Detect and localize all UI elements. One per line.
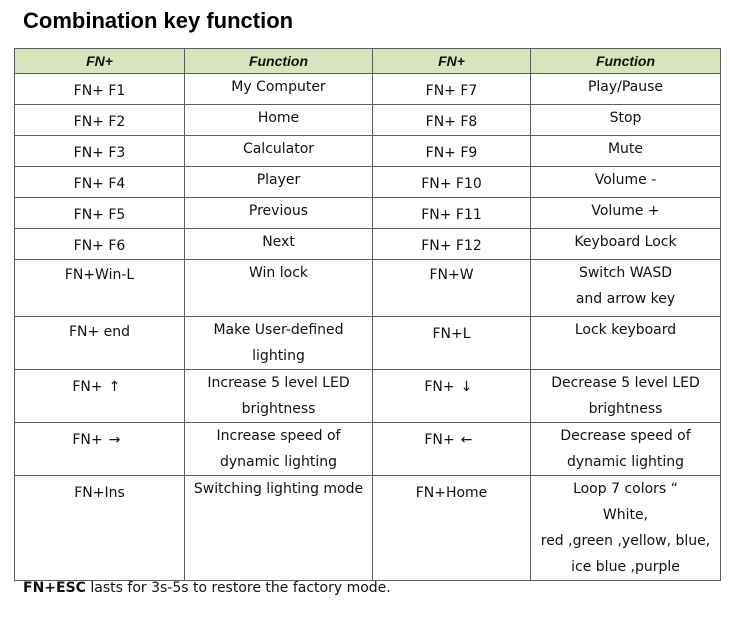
key-label: FN+ (424, 432, 455, 448)
table-row (15, 476, 721, 581)
key-cell: FN+ F9 (373, 136, 531, 167)
function-line: ice blue ,purple (571, 559, 680, 575)
table-row (15, 229, 721, 260)
function-line: Decrease 5 level LED (551, 375, 700, 391)
function-cell: Mute (531, 136, 721, 167)
header-function-left: Function (185, 49, 373, 74)
page-title: Combination key function (23, 8, 294, 33)
table-row (15, 260, 721, 317)
key-cell: FN+ F7 (373, 74, 531, 105)
key-label: FN+ (424, 379, 455, 395)
key-cell: FN+W (373, 260, 531, 317)
function-cell: Volume + (531, 198, 721, 229)
table-header-row (15, 49, 721, 74)
key-cell: FN+ F4 (15, 167, 185, 198)
function-cell: Lock keyboard (531, 317, 721, 370)
key-cell: FN+L (373, 317, 531, 370)
function-cell: Next (185, 229, 373, 260)
function-line: lighting (252, 348, 305, 364)
function-cell: My Computer (185, 74, 373, 105)
key-cell (373, 423, 531, 476)
function-cell: Player (185, 167, 373, 198)
arrow-left-icon: ← (460, 432, 473, 448)
function-cell (185, 370, 373, 423)
function-line: Increase speed of (216, 428, 341, 444)
function-line: brightness (588, 401, 663, 417)
key-cell: FN+ F10 (373, 167, 531, 198)
function-cell: Previous (185, 198, 373, 229)
table-row (15, 105, 721, 136)
combination-key-table (14, 48, 721, 581)
function-line: Increase 5 level LED (207, 375, 350, 391)
function-line: red ,green ,yellow, blue, (540, 533, 711, 549)
function-cell (531, 423, 721, 476)
footer-key: FN+ESC (23, 580, 86, 596)
footer-note (23, 580, 391, 596)
function-cell: Win lock (185, 260, 373, 317)
key-cell: FN+Ins (15, 476, 185, 581)
function-cell: Calculator (185, 136, 373, 167)
function-cell: Play/Pause (531, 74, 721, 105)
key-cell: FN+ F2 (15, 105, 185, 136)
key-cell: FN+ F3 (15, 136, 185, 167)
key-cell (373, 370, 531, 423)
function-line: White, (602, 507, 649, 523)
function-line: dynamic lighting (567, 454, 684, 470)
function-line: Loop 7 colors “ (573, 481, 678, 497)
arrow-down-icon: ↓ (460, 379, 473, 395)
function-cell (531, 476, 721, 581)
key-label: FN+ (72, 432, 103, 448)
function-cell: Home (185, 105, 373, 136)
key-cell: FN+ F8 (373, 105, 531, 136)
table-row (15, 370, 721, 423)
key-cell (15, 370, 185, 423)
function-cell (531, 370, 721, 423)
key-cell (15, 423, 185, 476)
key-cell: FN+ F1 (15, 74, 185, 105)
function-cell (185, 317, 373, 370)
table-row (15, 423, 721, 476)
table-row (15, 317, 721, 370)
key-cell: FN+Win-L (15, 260, 185, 317)
function-line: Switch WASD (578, 265, 673, 281)
table-row (15, 167, 721, 198)
key-cell: FN+ F6 (15, 229, 185, 260)
function-cell: Volume - (531, 167, 721, 198)
function-line: Decrease speed of (560, 428, 691, 444)
header-function-right: Function (531, 49, 721, 74)
function-line: brightness (241, 401, 316, 417)
function-cell (185, 423, 373, 476)
key-cell: FN+ F11 (373, 198, 531, 229)
key-cell: FN+ F5 (15, 198, 185, 229)
table-row (15, 136, 721, 167)
header-fn-left: FN+ (15, 49, 185, 74)
function-cell: Keyboard Lock (531, 229, 721, 260)
function-line: Make User-defined (213, 322, 344, 338)
function-cell: Stop (531, 105, 721, 136)
function-cell: Switching lighting mode (185, 476, 373, 581)
key-label: FN+ (72, 379, 103, 395)
key-cell: FN+ end (15, 317, 185, 370)
table-row (15, 74, 721, 105)
arrow-up-icon: ↑ (108, 379, 121, 395)
footer-text: lasts for 3s-5s to restore the factory mode. (85, 580, 391, 596)
header-fn-right: FN+ (373, 49, 531, 74)
function-line: dynamic lighting (220, 454, 337, 470)
function-line: and arrow key (575, 291, 676, 307)
table-row (15, 198, 721, 229)
arrow-right-icon: → (108, 432, 121, 448)
function-cell (531, 260, 721, 317)
key-cell: FN+Home (373, 476, 531, 581)
key-cell: FN+ F12 (373, 229, 531, 260)
